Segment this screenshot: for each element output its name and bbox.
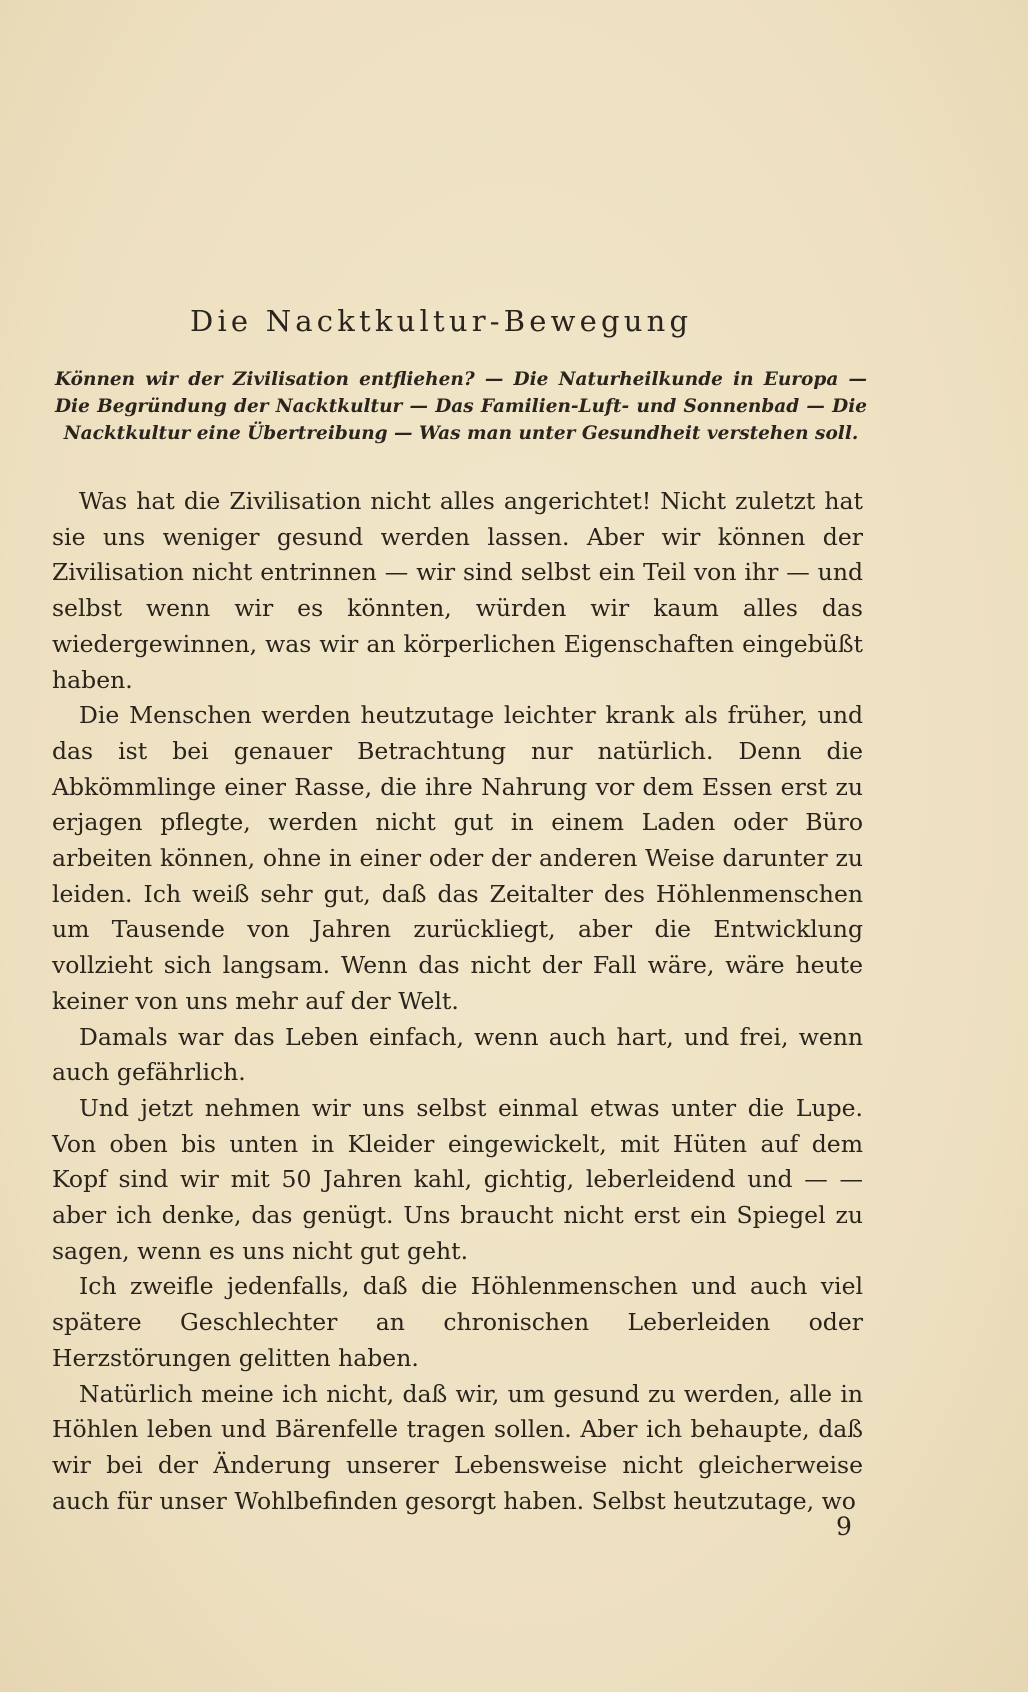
paragraph: Natürlich meine ich nicht, daß wir, um gesund zu werden, alle in Höhlen leben und Bärenfelle tragen sollen. Aber ich behaupte, daß wir bei der Änderung unserer Lebensweise nicht gleicherweise auch für unser Wohlbefinden gesorgt haben. Selbst heutzutage, wo xyxy=(52,1379,863,1515)
body-text xyxy=(52,484,863,1519)
paragraph: Was hat die Zivilisation nicht alles angerichtet! Nicht zuletzt hat sie uns weniger gesund werden lassen. Aber wir können der Zivilisation nicht entrinnen — wir sind selbst ein Teil von ihr — und selbst wenn wir es könnten, würden wir kaum alles das wiedergewinnen, was wir an körperlichen Eigenschaften eingebüßt haben. xyxy=(52,487,863,694)
paragraph: Ich zweifle jedenfalls, daß die Höhlenmenschen und auch viel spätere Geschlechter an chronischen Leberleiden oder Herzstörungen gelitten haben. xyxy=(52,1272,863,1372)
paragraph: Damals war das Leben einfach, wenn auch hart, und frei, wenn auch gefährlich. xyxy=(52,1022,863,1087)
paragraph: Und jetzt nehmen wir uns selbst einmal etwas unter die Lupe. Von oben bis unten in Kleider eingewickelt, mit Hüten auf dem Kopf sind wir mit 50 Jahren kahl, gichtig, leberleidend und — — aber ich denke, das genügt. Uns braucht nicht erst ein Spiegel zu sagen, wenn es uns nicht gut geht. xyxy=(52,1093,863,1265)
paragraph: Die Menschen werden heutzutage leichter krank als früher, und das ist bei genauer Betrachtung nur natürlich. Denn die Abkömmlinge einer Rasse, die ihre Nahrung vor dem Essen erst zu erjagen pflegte, werden nicht gut in einem Laden oder Büro arbeiten können, ohne in einer oder der anderen Weise darunter zu leiden. Ich weiß sehr gut, daß das Zeitalter des Höhlenmenschen um Tausende von Jahren zurückliegt, aber die Entwicklung vollzieht sich langsam. Wenn das nicht der Fall wäre, wäre heute keiner von uns mehr auf der Welt. xyxy=(52,701,863,1015)
chapter-synopsis: Können wir der Zivilisation entfliehen? — Die Naturheilkunde in Europa — Die Begründung der Nacktkultur — Das Familien-Luft- und Sonnenbad — Die Nacktkultur eine Übertreibung — Was man unter Gesundheit verstehen soll. xyxy=(55,369,867,444)
page-number: 9 xyxy=(836,1512,852,1541)
chapter-title: Die Nacktkultur-Bewegung xyxy=(190,304,693,338)
